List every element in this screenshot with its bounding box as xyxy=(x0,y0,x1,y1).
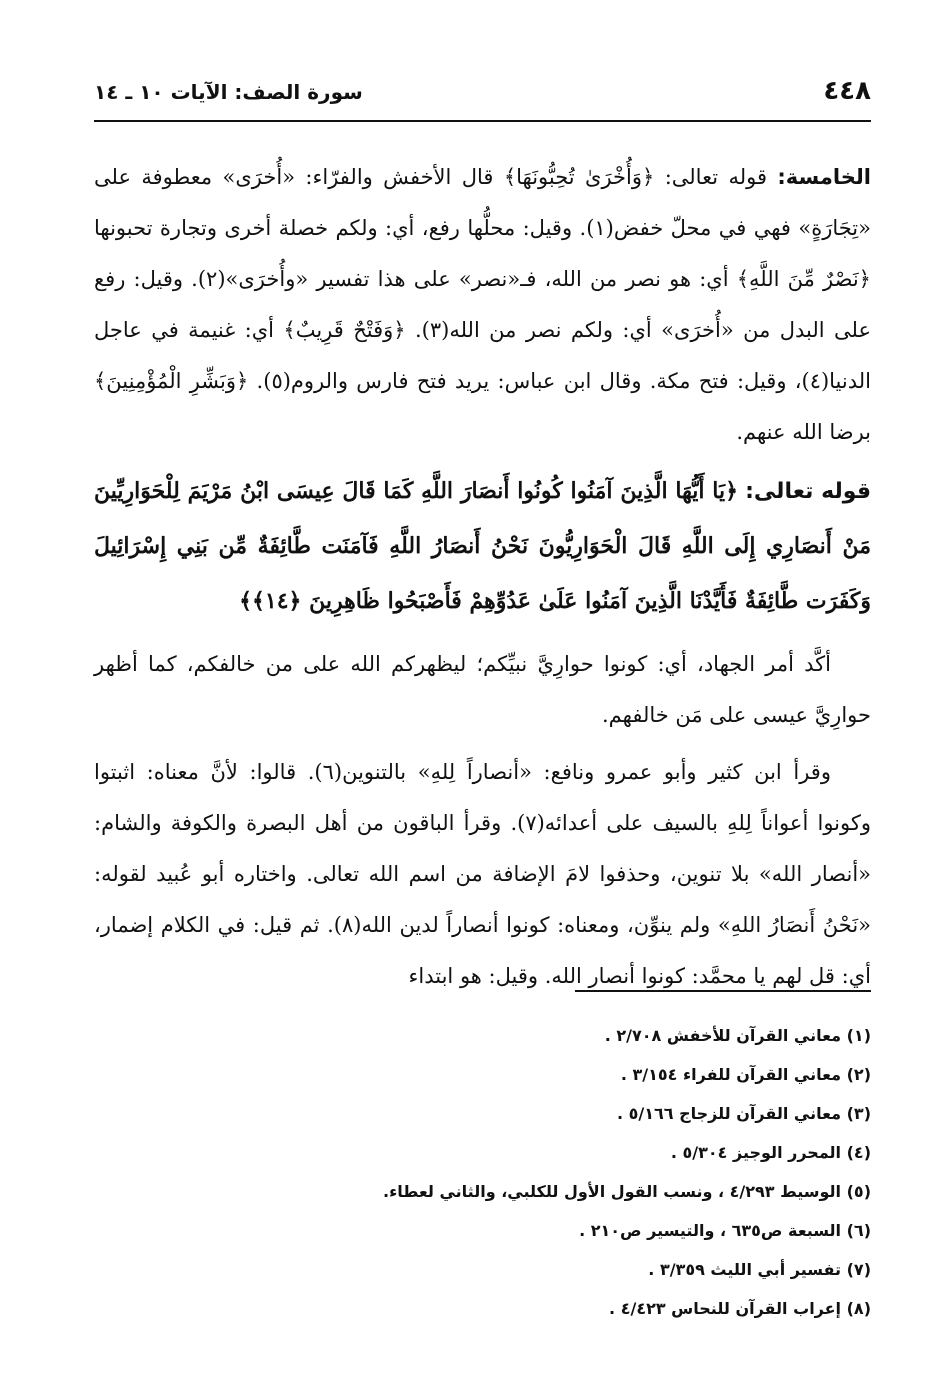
footnote: (٤) المحرر الوجيز ٥/٣٠٤ . xyxy=(670,1143,871,1162)
page-header xyxy=(94,76,871,122)
footnote: (١) معاني القرآن للأخفش ٢/٧٠٨ . xyxy=(604,1026,871,1045)
paragraph-jihad: أكَّد أمر الجهاد، أي: كونوا حوارِيَّ نبيِّكم؛ ليظهركم الله على من خالفكم، كما أظهر حوارِيَّ عيسى على مَن خالفهم. xyxy=(94,652,871,727)
footnote-divider xyxy=(575,990,871,992)
verse-lead: قوله تعالى: xyxy=(745,479,871,504)
page-number: ٤٤٨ xyxy=(823,76,871,106)
paragraph-readings: وقرأ ابن كثير وأبو عمرو ونافع: «أنصاراً لِلهِ» بالتنوين(٦). قالوا: لأنَّ معناه: اثبتوا وكونوا أعواناً لِلهِ بالسيف على أعدائه(٧). وقرأ الباقون من أهل البصرة والكوفة والشام: «أنصار الله» بلا تنوين، وحذفوا لامَ الإضافة من اسم الله تعالى. واختاره أبو عُبيد لقوله: «نَحْنُ أَنصَارُ اللهِ» ولم ينوِّن، ومعناه: كونوا أنصاراً لدين الله(٨). ثم قيل: في الكلام إضمار، أي: قل لهم يا محمَّد: كونوا أنصار الله. وقيل: هو ابتداء xyxy=(94,760,872,988)
main-text xyxy=(94,152,871,1008)
footnote: (٨) إعراب القرآن للنحاس ٤/٤٢٣ . xyxy=(609,1299,871,1318)
footnote: (٧) تفسير أبي الليث ٣/٣٥٩ . xyxy=(648,1260,871,1279)
paragraph-text: قوله تعالى: ﴿وَأُخْرَىٰ تُحِبُّونَهَا﴾ قال الأخفش والفرّاء: «أُخرَى» معطوفة على «تِجَارَةٍ» فهي في محلّ خفض(١). وقيل: محلُّها رفع، أي: ولكم خصلة أخرى وتجارة تحبونها ﴿نَصْرٌ مِّنَ اللَّهِ﴾ أي: هو نصر من الله، فـ«نصر» على هذا تفسير «وأُخرَى»(٢). وقيل: رفع على البدل من «أُخرَى» أي: ولكم نصر من الله(٣). ﴿وَفَتْحٌ قَرِيبٌ﴾ أي: غنيمة في عاجل الدنيا(٤)، وقيل: فتح مكة. وقال ابن عباس: يريد فتح فارس والروم(٥). ﴿وَبَشِّرِ الْمُؤْمِنِينَ﴾ برضا الله عنهم. xyxy=(94,165,871,444)
footnotes xyxy=(94,1016,871,1328)
footnote: (٢) معاني القرآن للفراء ٣/١٥٤ . xyxy=(620,1065,871,1084)
footnote: (٦) السبعة ص٦٣٥ ، والتيسير ص٢١٠ . xyxy=(579,1221,871,1240)
footnote: (٥) الوسيط ٤/٢٩٣ ، ونسب القول الأول للكلبي، والثاني لعطاء. xyxy=(383,1182,871,1201)
verse-block xyxy=(94,464,871,629)
verse-text: ﴿يَا أَيُّهَا الَّذِينَ آمَنُوا كُونُوا أَنصَارَ اللَّهِ كَمَا قَالَ عِيسَى ابْنُ مَرْيَمَ لِلْحَوَارِيِّينَ مَنْ أَنصَارِي إِلَى اللَّهِ قَالَ الْحَوَارِيُّونَ نَحْنُ أَنصَارُ اللَّهِ فَآمَنَت طَّائِفَةٌ مِّن بَنِي إِسْرَائِيلَ وَكَفَرَت طَّائِفَةٌ فَأَيَّدْنَا الَّذِينَ آمَنُوا عَلَىٰ عَدُوِّهِمْ فَأَصْبَحُوا ظَاهِرِينَ ﴿١٤﴾﴾ xyxy=(94,478,871,614)
running-title: سورة الصف: الآيات ١٠ ـ ١٤ xyxy=(94,80,363,104)
paragraph-fifth-point xyxy=(94,152,871,458)
footnote: (٣) معاني القرآن للزجاج ٥/١٦٦ . xyxy=(616,1104,871,1123)
paragraph-lead: الخامسة: xyxy=(777,165,871,189)
